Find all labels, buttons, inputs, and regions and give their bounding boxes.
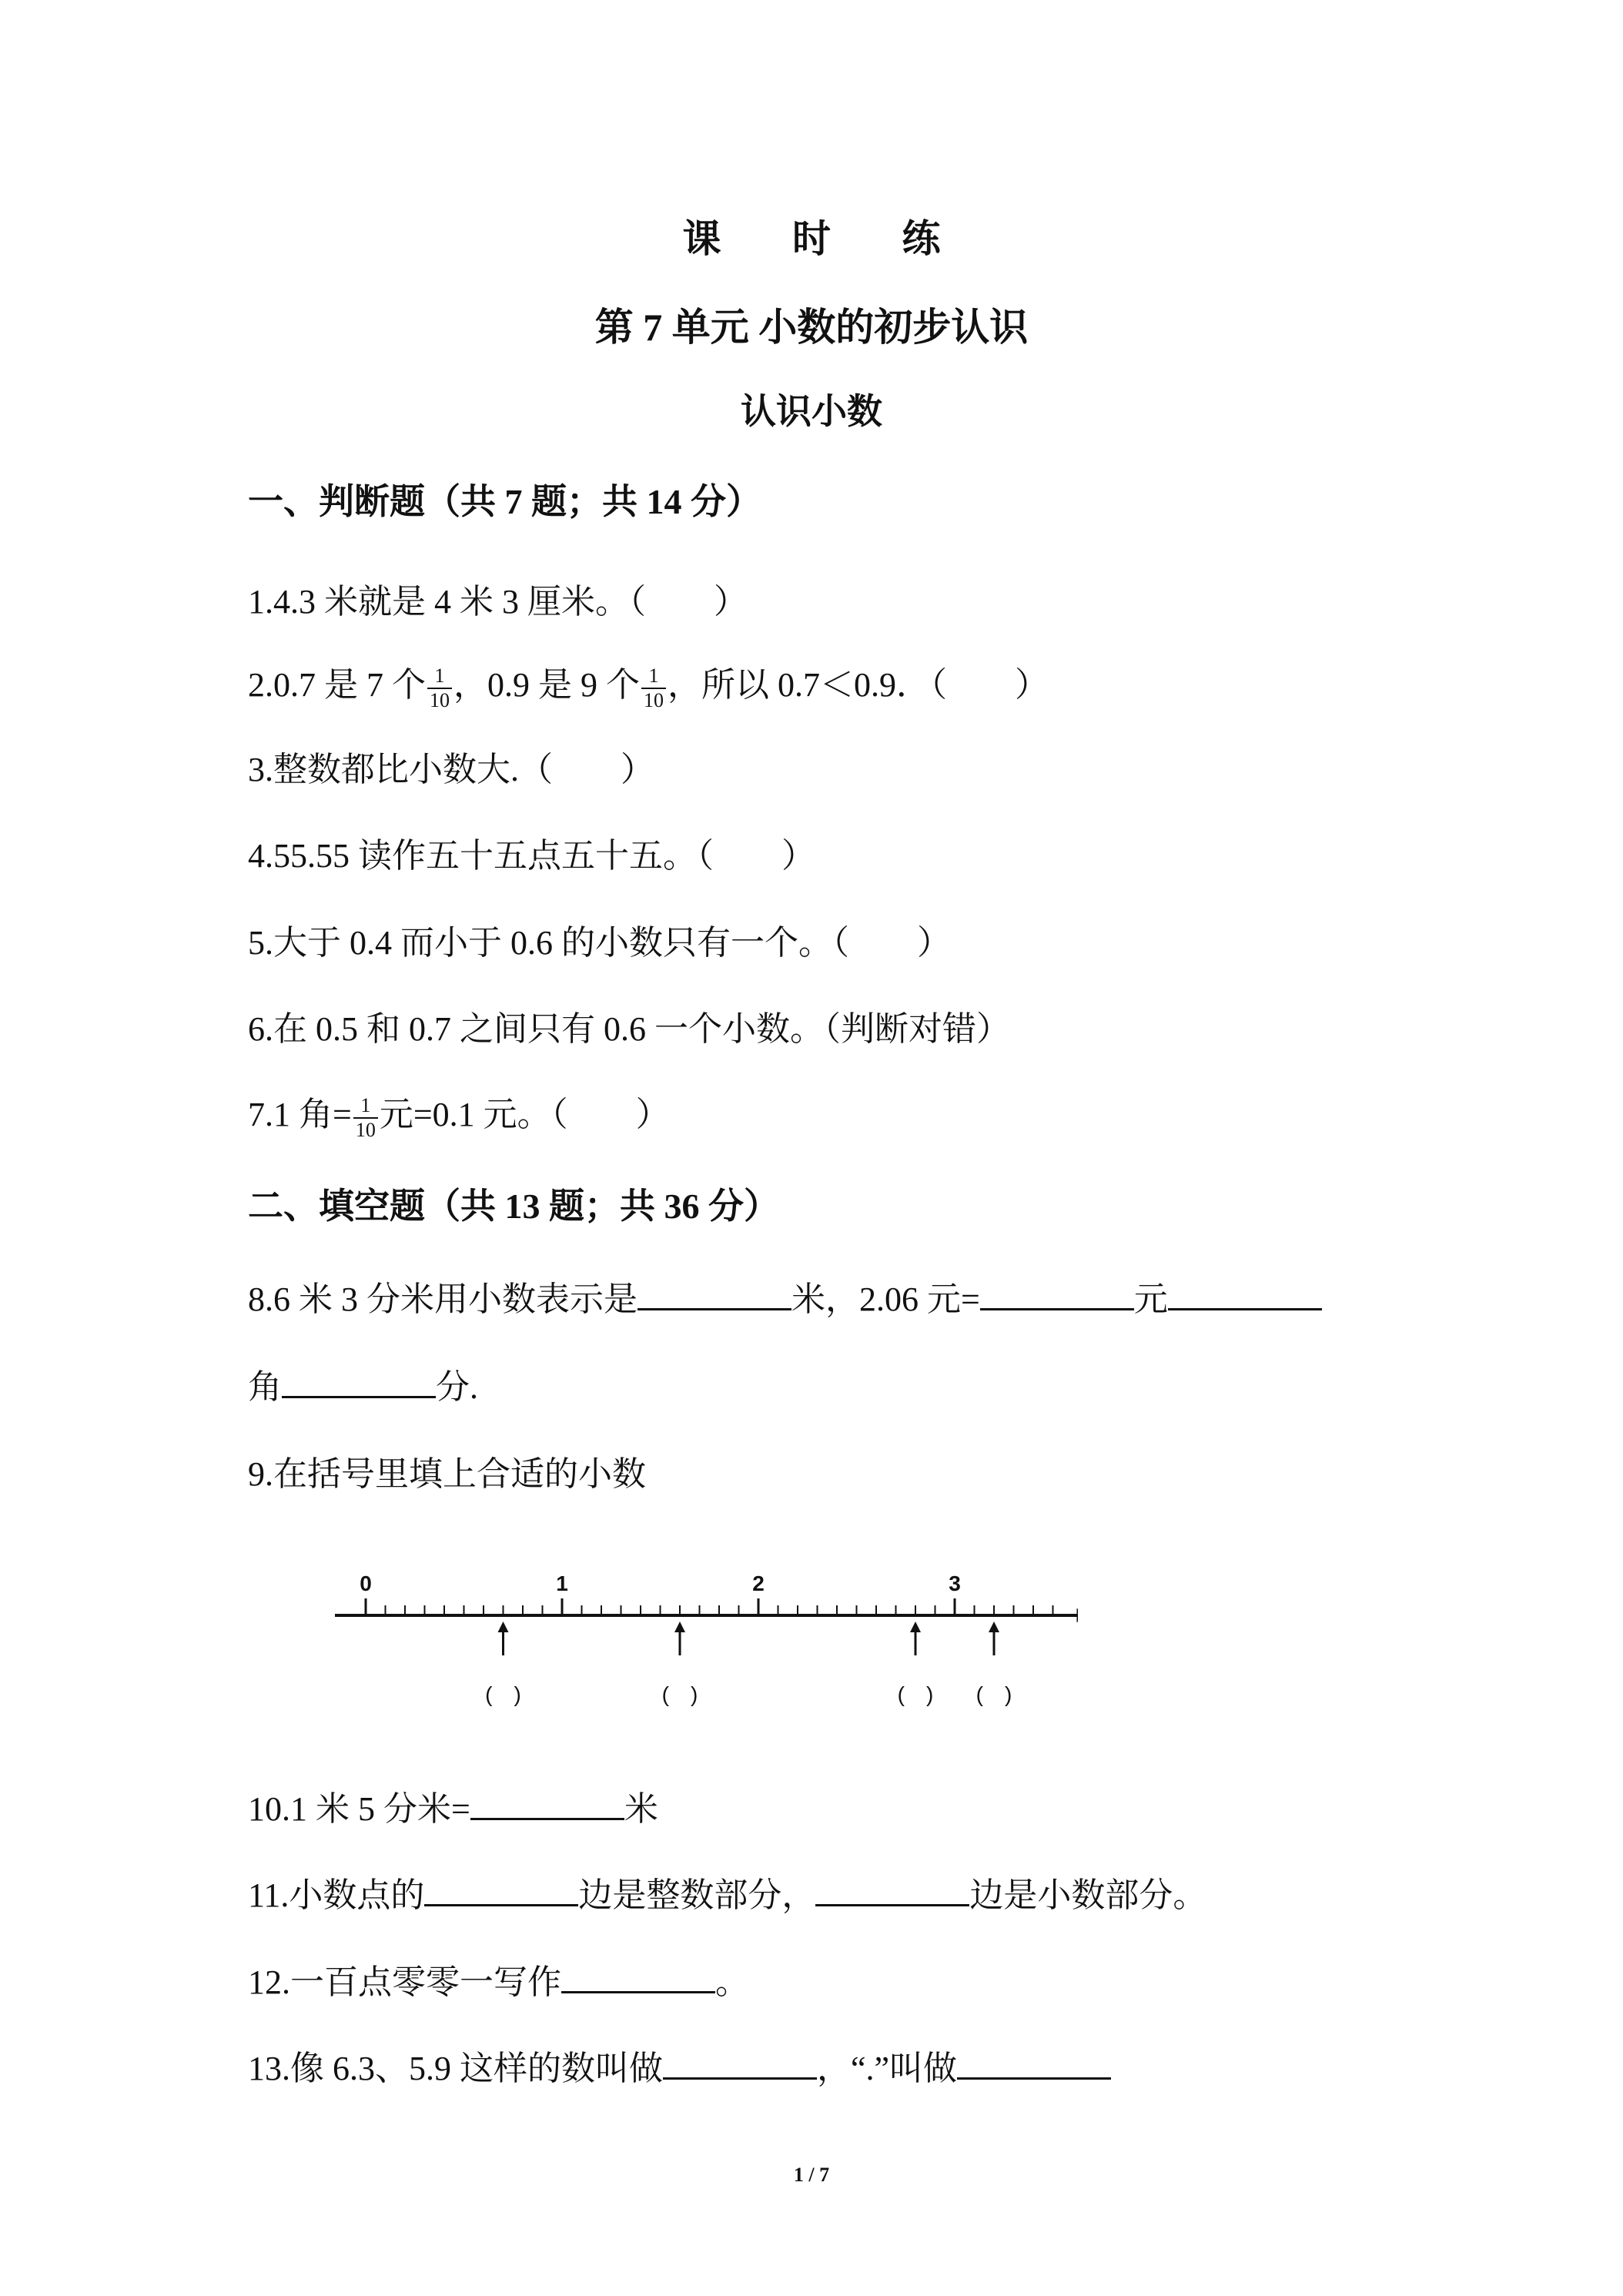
question-12 (248, 1960, 749, 2006)
pointer-arrow-head (674, 1622, 685, 1632)
number-line (331, 1563, 1078, 1740)
fraction-denominator: 10 (430, 688, 450, 711)
question-3: 3.整数都比小数大.（ ） (248, 751, 654, 788)
q10-text-2: 米 (624, 1790, 658, 1828)
answer-blank[interactable] (637, 1277, 791, 1310)
question-6: 6.在 0.5 和 0.7 之间只有 0.6 一个小数。（判断对错） (248, 1010, 1010, 1048)
tick-label: 3 (949, 1571, 961, 1595)
q8-text-4: 角 (248, 1368, 282, 1406)
axis-arrowhead (1077, 1608, 1079, 1622)
q2-text-2: ，0.9 是 9 个 (453, 666, 640, 704)
answer-blank[interactable] (815, 1873, 969, 1906)
fraction-denominator: 10 (355, 1118, 376, 1141)
answer-blank[interactable] (561, 1960, 715, 1993)
unit-title: 第 7 单元 小数的初步认识 (594, 306, 1029, 349)
worksheet-title: 课 时 练 (682, 217, 972, 260)
q13-text-2: ，“.”叫做 (817, 2050, 958, 2087)
q2-text-1: 2.0.7 是 7 个 (248, 666, 426, 704)
q12-text-1: 12.一百点零零一写作 (248, 1963, 561, 2001)
q12-text-2: 。 (715, 1963, 749, 2001)
q11-text-3: 边是小数部分。 (969, 1876, 1207, 1914)
fraction-one-tenth (427, 664, 452, 712)
answer-bracket: ( ) (661, 1682, 698, 1706)
fraction-denominator: 10 (644, 688, 664, 711)
q8-text-2: 米，2.06 元= (791, 1280, 980, 1318)
answer-bracket: ( ) (897, 1682, 934, 1706)
q8-text-3: 元 (1133, 1280, 1168, 1318)
answer-blank[interactable] (957, 2047, 1111, 2080)
q8-text-5: 分. (436, 1368, 478, 1406)
answer-blank[interactable] (424, 1873, 578, 1906)
fraction-one-tenth (353, 1094, 378, 1142)
fraction-numerator: 1 (353, 1094, 378, 1119)
question-9: 9.在括号里填上合适的小数 (248, 1455, 646, 1493)
q8-text-1: 8.6 米 3 分米用小数表示是 (248, 1280, 637, 1318)
answer-blank[interactable] (282, 1365, 436, 1398)
page-number: 1 / 7 (793, 2164, 830, 2186)
lesson-title: 认识小数 (741, 392, 882, 431)
question-13 (248, 2046, 1111, 2092)
q7-text-2: 元=0.1 元。（ ） (379, 1096, 670, 1133)
pointer-arrow-head (498, 1622, 509, 1632)
tick-label: 2 (752, 1571, 765, 1595)
answer-bracket: ( ) (975, 1682, 1012, 1706)
q11-text-2: 边是整数部分， (578, 1876, 816, 1914)
question-1: 1.4.3 米就是 4 米 3 厘米。（ ） (248, 583, 748, 621)
answer-blank[interactable] (1168, 1277, 1322, 1310)
answer-blank[interactable] (663, 2047, 817, 2080)
question-10 (248, 1786, 658, 1832)
section-judgment-heading: 一、判断题（共 7 题；共 14 分） (248, 482, 761, 521)
q10-text-1: 10.1 米 5 分米= (248, 1790, 470, 1828)
pointer-arrow-head (989, 1622, 999, 1632)
question-4: 4.55.55 读作五十五点五十五。（ ） (248, 837, 815, 875)
question-8-line-2 (248, 1364, 478, 1411)
tick-label: 1 (556, 1571, 568, 1595)
answer-blank[interactable] (470, 1787, 624, 1820)
answer-bracket: ( ) (485, 1682, 521, 1706)
q7-text-1: 7.1 角= (248, 1096, 352, 1133)
fraction-numerator: 1 (641, 664, 666, 689)
pointer-arrow-head (910, 1622, 921, 1632)
question-2 (248, 662, 1049, 712)
fraction-numerator: 1 (427, 664, 452, 689)
question-7 (248, 1092, 670, 1142)
question-11 (248, 1873, 1206, 1919)
section-fill-in-heading: 二、填空题（共 13 题；共 36 分） (248, 1186, 779, 1226)
q13-text-1: 13.像 6.3、5.9 这样的数叫做 (248, 2050, 663, 2087)
question-5: 5.大于 0.4 而小于 0.6 的小数只有一个。（ ） (248, 924, 951, 962)
fraction-one-tenth (641, 664, 666, 712)
q11-text-1: 11.小数点的 (248, 1876, 425, 1914)
answer-blank[interactable] (980, 1277, 1134, 1310)
question-8-line-1 (248, 1277, 1322, 1323)
q2-text-3: ，所以 0.7＜0.9．（ ） (668, 666, 1049, 704)
tick-label: 0 (360, 1571, 372, 1595)
